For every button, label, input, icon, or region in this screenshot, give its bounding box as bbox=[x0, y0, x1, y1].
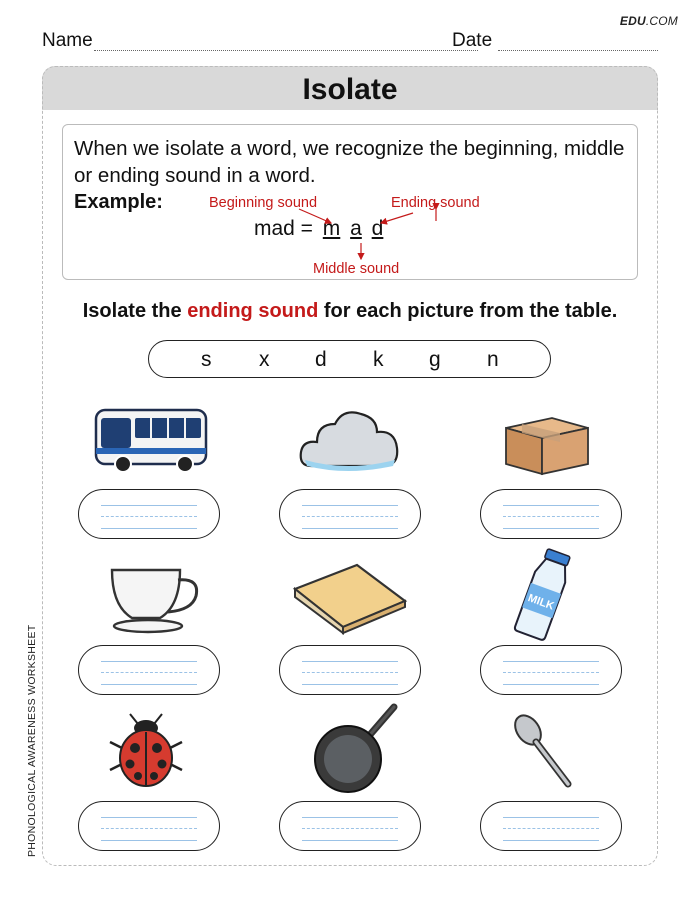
name-write-line[interactable] bbox=[94, 50, 478, 51]
example-letter-a: a bbox=[350, 217, 362, 240]
answer-field[interactable] bbox=[78, 801, 220, 851]
milk-label: MILK bbox=[526, 592, 556, 613]
page-title: Isolate bbox=[302, 73, 398, 106]
ending-sound-label: Ending sound bbox=[391, 195, 480, 211]
letter-option: k bbox=[373, 348, 384, 371]
letter-option: d bbox=[315, 348, 327, 371]
answer-field[interactable] bbox=[480, 489, 622, 539]
answer-field[interactable] bbox=[78, 489, 220, 539]
pointer-arrows bbox=[63, 125, 639, 281]
example-word: mad = bbox=[254, 217, 313, 240]
brand-logo: EDU.COM bbox=[619, 14, 678, 28]
letter-option: x bbox=[259, 348, 270, 371]
frying-pan-icon bbox=[308, 701, 400, 795]
bus-icon bbox=[93, 404, 211, 474]
title-bar bbox=[42, 66, 658, 110]
book-icon bbox=[291, 561, 409, 635]
name-label: Name bbox=[42, 30, 93, 51]
middle-sound-label: Middle sound bbox=[313, 261, 400, 277]
example-letter-d: d bbox=[371, 217, 384, 240]
example-letter-m: m bbox=[322, 217, 341, 240]
definition-text: When we isolate a word, we recognize the beginning, middle or ending sound in a word. bbox=[74, 137, 625, 187]
instruction-highlight: ending sound bbox=[187, 300, 319, 322]
side-label: PHONOLOGICAL AWARENESS WORKSHEET bbox=[26, 624, 38, 857]
letter-option: g bbox=[429, 348, 441, 371]
answer-field[interactable] bbox=[480, 645, 622, 695]
example-label: Example: bbox=[74, 191, 163, 213]
beginning-sound-label: Beginning sound bbox=[209, 195, 318, 211]
answer-field[interactable] bbox=[279, 801, 421, 851]
letter-table bbox=[148, 340, 551, 378]
explanation-box bbox=[62, 124, 638, 280]
answer-field[interactable] bbox=[279, 489, 421, 539]
cloud-icon bbox=[297, 404, 403, 474]
date-label: Date bbox=[452, 30, 493, 51]
header-row bbox=[42, 30, 658, 54]
cup-icon bbox=[104, 566, 206, 636]
answer-field[interactable] bbox=[480, 801, 622, 851]
spoon-icon bbox=[512, 710, 576, 792]
answer-field[interactable] bbox=[279, 645, 421, 695]
ladybug-icon bbox=[108, 712, 184, 788]
answer-field[interactable] bbox=[78, 645, 220, 695]
letter-option: s bbox=[201, 348, 212, 371]
instruction-text: Isolate the ending sound for each picture from the table. bbox=[82, 300, 618, 322]
date-write-line[interactable] bbox=[498, 50, 658, 51]
box-icon bbox=[500, 412, 592, 478]
letter-option: n bbox=[487, 348, 499, 371]
milk-bottle-icon bbox=[506, 546, 582, 642]
